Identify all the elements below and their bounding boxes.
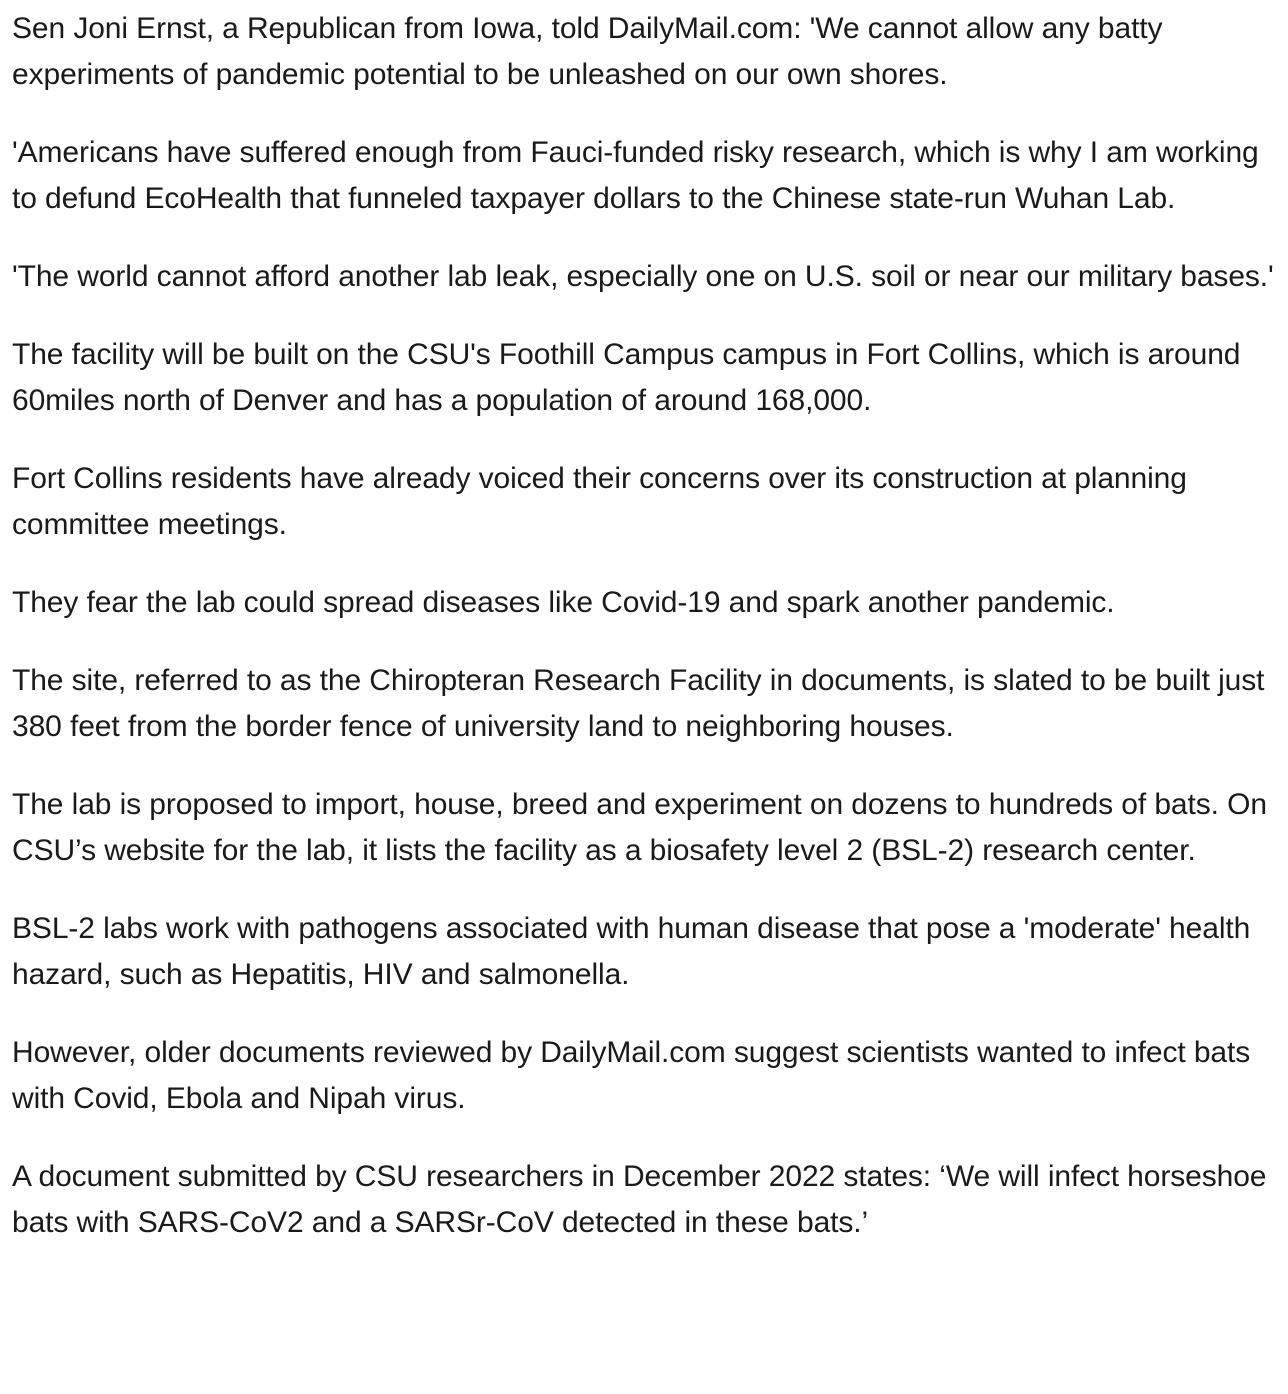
- paragraph-lab-proposal: The lab is proposed to import, house, breed and experiment on dozens to hundreds of bats. On CSU’s website for the lab, it lists the facility as a biosafety level 2 (BSL-2) research center.: [12, 788, 1267, 867]
- paragraph-csu-document-quote: A document submitted by CSU researchers in December 2022 states: ‘We will infect horseshoe bats with SARS-CoV2 and a SARSr-CoV detected in these bats.’: [12, 1160, 1267, 1239]
- paragraph-site-distance: The site, referred to as the Chiropteran Research Facility in documents, is slated to be built just 380 feet from the border fence of university land to neighboring houses.: [12, 664, 1265, 743]
- paragraph-residents-concerns: Fort Collins residents have already voiced their concerns over its construction at planning committee meetings.: [12, 462, 1187, 541]
- paragraph-bsl2-definition: BSL-2 labs work with pathogens associated with human disease that pose a 'moderate' health hazard, such as Hepatitis, HIV and salmonella.: [12, 912, 1251, 991]
- paragraph-americans-suffered: 'Americans have suffered enough from Fauci-funded risky research, which is why I am working to defund EcoHealth that funneled taxpayer dollars to the Chinese state-run Wuhan Lab.: [12, 136, 1259, 215]
- article-body: [12, 6, 1284, 1278]
- paragraph-lab-leak: 'The world cannot afford another lab leak, especially one on U.S. soil or near our military bases.': [12, 260, 1274, 293]
- paragraph-pandemic-fear: They fear the lab could spread diseases like Covid-19 and spark another pandemic.: [12, 586, 1115, 619]
- paragraph-older-documents: However, older documents reviewed by DailyMail.com suggest scientists wanted to infect bats with Covid, Ebola and Nipah virus.: [12, 1036, 1251, 1115]
- paragraph-facility-location: The facility will be built on the CSU's Foothill Campus campus in Fort Collins, which is around 60miles north of Denver and has a population of around 168,000.: [12, 338, 1241, 417]
- paragraph-ernst-quote: Sen Joni Ernst, a Republican from Iowa, told DailyMail.com: 'We cannot allow any batty experiments of pandemic potential to be unleashed on our own shores.: [12, 12, 1163, 91]
